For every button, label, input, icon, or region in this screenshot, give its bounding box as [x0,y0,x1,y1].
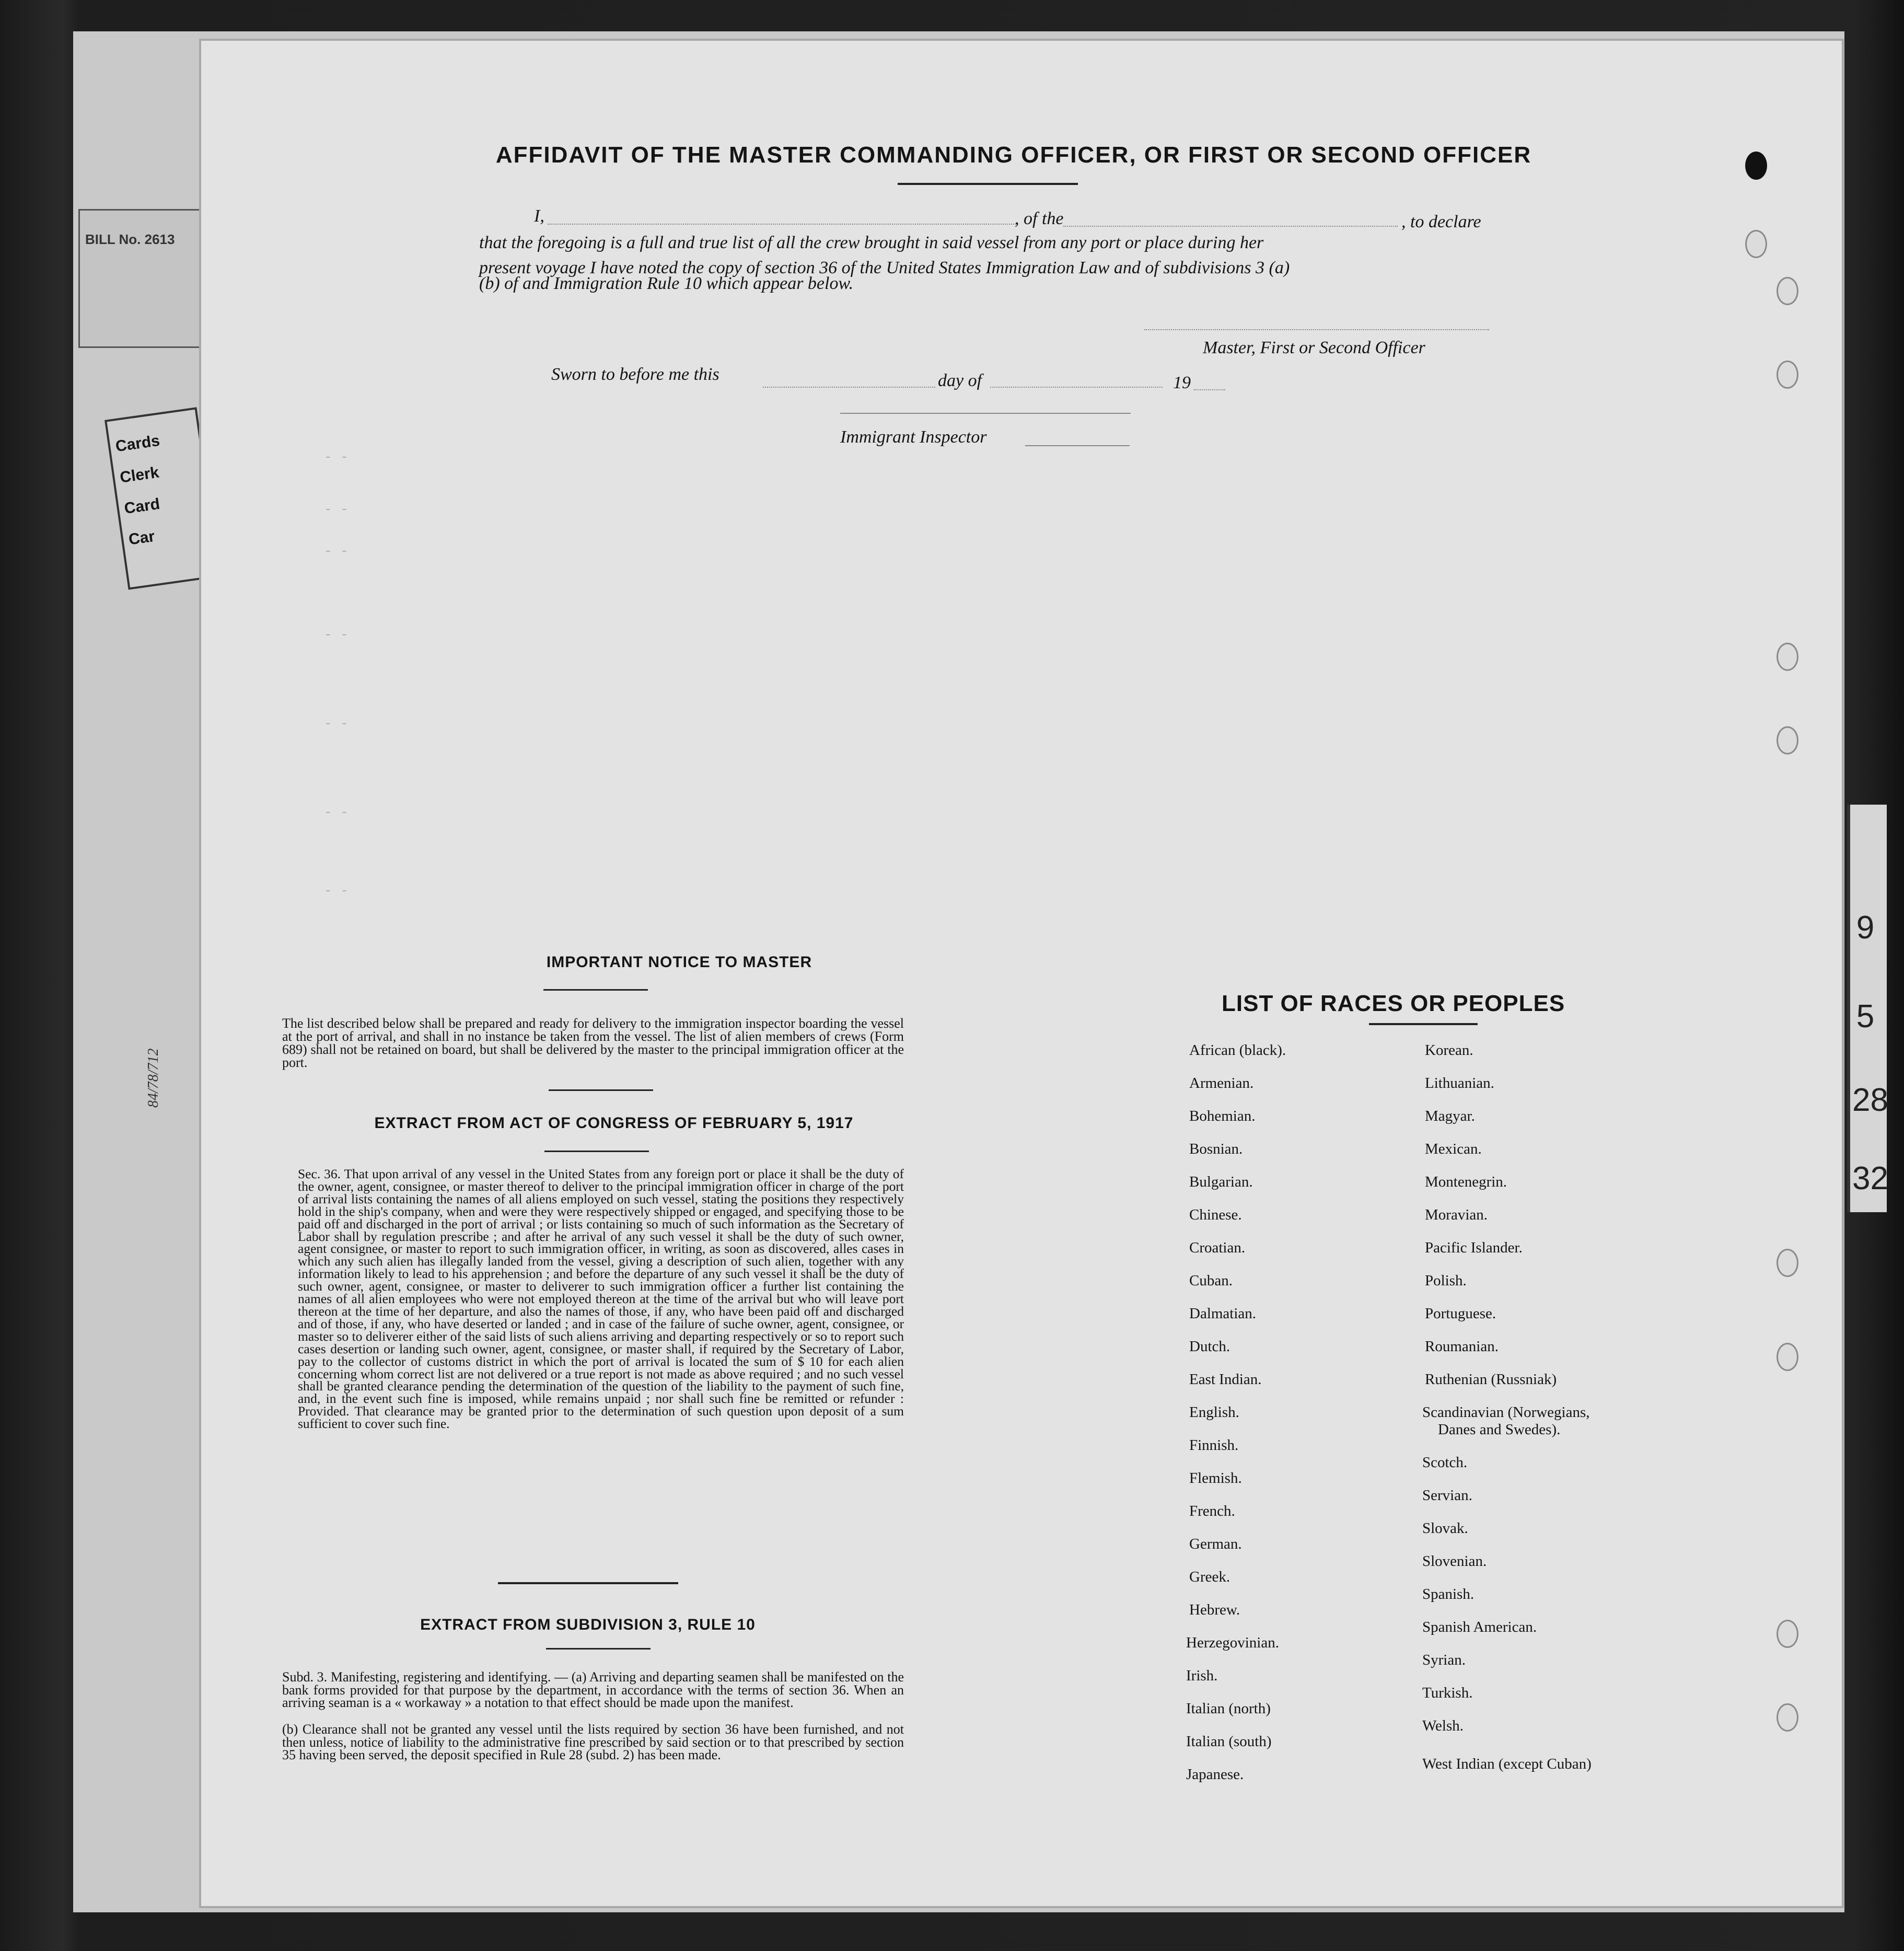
rule-text-b: (b) Clearance shall not be granted any vessel until the lists required by section 36 have been furnished, and not then unless, notice of liability to the administrative fine prescribed by said section or to that prescribed by section 35 having been served, the deposit specified in Rule 28 (subd. 2) has been made. [282,1722,904,1762]
race-item: Mexican. [1425,1141,1482,1157]
punch-hole [1777,726,1798,754]
punch-hole [1777,643,1798,671]
punch-hole [1777,277,1798,305]
notice-text: The list described below shall be prepared and ready for delivery to the immigration inspector boarding the vessel at the port of arrival, and shall in no instance be taken from the vessel. The list of alien members of crews (Form 689) shall not be retained on board, but shall be delivered by the master to the principal immigration officer at the port. [282,1016,904,1070]
race-item: Spanish American. [1422,1619,1537,1635]
month-blank [990,387,1163,388]
signature-blank [1144,329,1489,330]
race-item: Lithuanian. [1425,1075,1494,1091]
stamp-line: Clerk [119,463,160,486]
rule-text-a: Subd. 3. Manifesting, registering and identifying. — (a) Arriving and departing seamen shall be manifested on the bank forms provided for that purpose by the department, in accordance with the terms of section 36. When an arriving seaman is a « workaway » a notation to that effect should be made upon the manifest. [282,1669,904,1710]
race-item: African (black). [1189,1042,1286,1059]
punch-hole [1777,1343,1798,1371]
race-item: Scotch. [1422,1454,1468,1471]
day-blank [763,387,935,388]
race-item: Flemish. [1189,1470,1242,1487]
affidavit-of-the: , of the [1015,209,1064,228]
race-item: Scandinavian (Norwegians, [1422,1404,1590,1421]
race-item: Ruthenian (Russniak) [1425,1371,1557,1388]
left-label-strip [78,209,202,348]
act-text: Sec. 36. That upon arrival of any vessel in the United States from any foreign port or place it shall be the duty of the owner, agent, consignee, or master thereof to deliver to the principal immigration officer in charge of the port of arrival lists containing the names of all aliens employed on such vessel, stating the positions they respectively hold in the ship's company, when and were they were respectively shipped or engaged, and specifying those to be paid off and discharged in the port of arrival ; or lists containing so much of such information as the Secretary of Labor shall by regulation prescribe ; and after he arrival of any such vessel it shall be the duty of such owner, agent consignee, or master to report to such immigration officer, in writing, as soon as discovered, alles cases in which any such alien has illegally landed from the vessel, giving a description of such alien, together with any information likely to lead to his apprehension ; and before the departure of any such vessel it shall be the duty of such owner, agent, consignee, or master to deliverer to such immigration officer a further list containing the names of all alien employees who were not employed thereon at the time of the arrival but who will leave port thereon at the time of her departure, and also the names of those, if any, who have been paid off and discharged and of those, if any, who have deserted or landed ; and in case of the failure of suche owner, agent, consignee, or master so to deliverer either of the said lists of such aliens arriving and departing respectively or so to report such cases desertion or landing such owner, agent, consignee, or master shall, if required by the Secretary of Labor, pay to the collector of customs district in which the port of arrival is located the sum of $ 10 for each alien concerning whom correct list are not delivered or a true report is not made as above required ; and no such vessel shall be granted clearance pending the determination of the question of the liability to the payment of such fine, and, in the event such fine is imposed, while remains unpaid ; nor shall such fine be remitted or refunder : Provided. That clearance may be granted prior to the determination of such question upon deposit of a sum sufficient to cover such fine. [298,1166,904,1432]
edge-number: 9 [1856,910,1875,946]
race-item: Slovenian. [1422,1553,1487,1570]
bleed-through: - - [324,449,349,465]
stamp-line: Cards [114,432,161,456]
race-item: Greek. [1189,1569,1230,1585]
act-end-rule [498,1582,678,1584]
inspector-label: Immigrant Inspector [840,427,987,447]
sworn-text: Sworn to before me this [551,365,719,384]
signature-caption: Master, First or Second Officer [1203,338,1425,357]
day-of-text: day of [938,371,982,390]
margin-handwritten-note: 84/78/712 [145,1048,161,1108]
rule-underline [546,1648,651,1650]
year-prefix: 19 [1173,373,1191,392]
race-item: Finnish. [1189,1437,1239,1454]
race-item: East Indian. [1189,1371,1262,1388]
race-item: Chinese. [1189,1206,1242,1223]
race-item: Turkish. [1422,1685,1473,1701]
notice-rule [549,1089,653,1091]
race-item: Portuguese. [1425,1305,1496,1322]
races-title: LIST OF RACES OR PEOPLES [1222,991,1565,1016]
race-item: Dalmatian. [1189,1305,1257,1322]
race-item: Bohemian. [1189,1108,1256,1124]
race-item: Irish. [1186,1667,1218,1684]
edge-number: 28 [1852,1082,1888,1118]
race-item: West Indian (except Cuban) [1422,1756,1592,1772]
punch-hole [1745,230,1767,258]
bleed-through: - - [324,627,349,643]
race-item: Hebrew. [1189,1601,1240,1618]
affidavit-line-3: present voyage I have noted the copy of section 36 of the United States Immigration Law and of subdivisions 3 (a) [479,258,1290,277]
notice-underline [543,989,648,991]
race-item: Dutch. [1189,1338,1230,1355]
stamp-text [113,425,175,556]
race-item: Spanish. [1422,1586,1475,1602]
act-title: EXTRACT FROM ACT OF CONGRESS OF FEBRUARY 5, 1917 [374,1114,854,1132]
race-item: French. [1189,1503,1235,1519]
race-item: Slovak. [1422,1520,1468,1537]
race-item: Welsh. [1422,1717,1464,1734]
edge-number: 32 [1852,1160,1888,1197]
race-item: Danes and Swedes). [1438,1421,1561,1438]
inspector-line [840,413,1131,414]
punch-hole [1777,1620,1798,1648]
race-item: English. [1189,1404,1239,1421]
stamp-line: Car [127,527,156,549]
bleed-through: - - [324,502,349,517]
race-item: Syrian. [1422,1652,1466,1668]
race-item: Croatian. [1189,1239,1246,1256]
bleed-through: - - [324,883,349,899]
race-item: Montenegrin. [1425,1174,1507,1190]
race-item: Bulgarian. [1189,1174,1253,1190]
affidavit-line-4: (b) of and Immigration Rule 10 which appear below. [479,274,854,293]
edge-number: 5 [1856,998,1875,1035]
race-item: Pacific Islander. [1425,1239,1523,1256]
title-underline [898,183,1078,185]
race-item: Herzegovinian. [1186,1634,1279,1651]
inspector-blank [1025,445,1130,446]
rule-title: EXTRACT FROM SUBDIVISION 3, RULE 10 [420,1616,756,1633]
stamp-line: Card [123,495,161,518]
act-underline [544,1151,649,1152]
race-item: Japanese. [1186,1766,1244,1783]
race-item: Italian (south) [1186,1733,1272,1750]
race-item: Polish. [1425,1272,1467,1289]
bleed-through: - - [324,805,349,820]
notice-title: IMPORTANT NOTICE TO MASTER [546,954,812,971]
race-item: Armenian. [1189,1075,1254,1091]
name-blank [548,224,1018,225]
affidavit-i: I, [534,206,544,226]
bleed-through: - - [324,543,349,559]
punch-hole [1777,1703,1798,1732]
races-underline [1369,1023,1478,1025]
punch-hole [1777,361,1798,389]
bleed-through: - - [324,716,349,731]
left-label-text: BILL No. 2613 [85,231,175,247]
race-item: Cuban. [1189,1272,1233,1289]
race-item: Moravian. [1425,1206,1488,1223]
vessel-blank [1063,226,1398,227]
year-blank [1194,389,1225,390]
affidavit-to-declare: , to declare [1401,212,1481,231]
race-item: Italian (north) [1186,1700,1271,1717]
affidavit-line-2: that the foregoing is a full and true list of all the crew brought in said vessel from any port or place during her [479,233,1264,252]
race-item: German. [1189,1536,1242,1552]
race-item: Bosnian. [1189,1141,1243,1157]
race-item: Roumanian. [1425,1338,1499,1355]
race-item: Servian. [1422,1487,1472,1504]
affidavit-title: AFFIDAVIT OF THE MASTER COMMANDING OFFICER, OR FIRST OR SECOND OFFICER [495,142,1532,168]
punch-hole [1777,1249,1798,1277]
race-item: Magyar. [1425,1108,1475,1124]
race-item: Korean. [1425,1042,1473,1059]
